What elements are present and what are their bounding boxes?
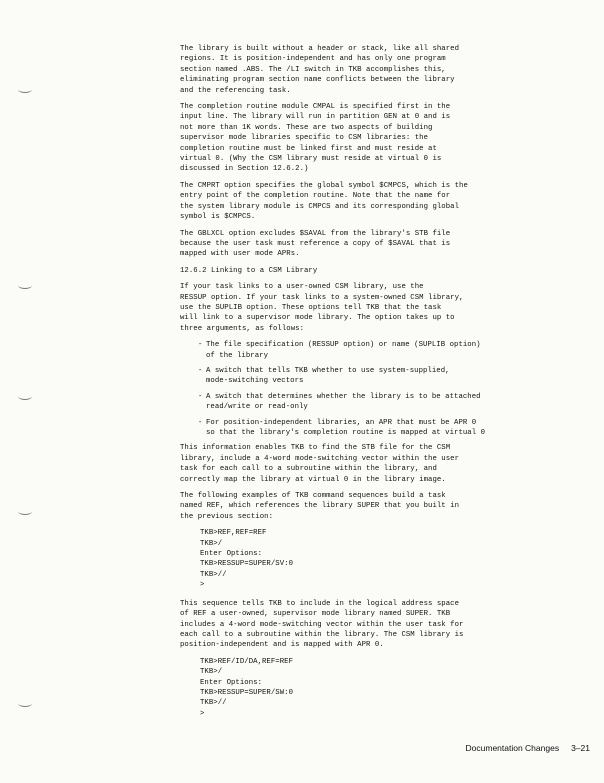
code-example-2: TKB>REF/ID/DA,REF=REF TKB>/ Enter Options: TKB>RESSUP=SUPER/SW:0 TKB>// > bbox=[200, 657, 294, 718]
paragraph-completion-routine: The completion routine module CMPAL is specified first in the input line. The library will run in partition GEN at 0 and is not more than 1K words. These are two aspects of building supervisor mode libraries specific to CSM libraries: the completion routine must be linked first and must reside at virtual 0. (Why the CSM library must reside at virtual 0 is discussed in Section 12.6.2.) bbox=[180, 103, 451, 174]
margin-mark bbox=[18, 393, 32, 400]
bullet-dash: - bbox=[198, 418, 203, 427]
paragraph-cmprt-option: The CMPRT option specifies the global symbol $CMPCS, which is the entry point of the completion routine. Note that the name for the system library module is CMPCS and its corresponding global symbol is $CMPCS. bbox=[180, 181, 468, 222]
list-item: - A switch that tells TKB whether to use system-supplied, mode-switching vectors bbox=[198, 366, 450, 386]
footer-title: Documentation Changes bbox=[465, 743, 560, 753]
list-item: - For position-independent libraries, an APR that must be APR 0 so that the library's completion routine is mapped at virtual 0 bbox=[198, 418, 486, 437]
bullet-dash: - bbox=[198, 366, 203, 375]
margin-mark bbox=[18, 282, 32, 289]
margin-mark bbox=[18, 508, 32, 515]
code-example-1: TKB>REF,REF=REF TKB>/ Enter Options: TKB>RESSUP=SUPER/SV:0 TKB>// > bbox=[200, 529, 294, 590]
paragraph-library-build: The library is built without a header or stack, like all shared regions. It is position-independent and has only one program section named .ABS. The /LI switch in TKB accomplishes this, eliminating program section name conflicts between the library and the referencing task. bbox=[180, 45, 460, 95]
section-heading: 12.6.2 Linking to a CSM Library bbox=[180, 266, 318, 275]
margin-mark bbox=[18, 86, 32, 93]
bullet-dash: - bbox=[198, 392, 203, 401]
page-footer bbox=[380, 743, 590, 753]
paragraph-linking-intro: If your task links to a user-owned CSM library, use the RESSUP option. If your task links to a system-owned CSM library, use the SUPLIB option. These options tell TKB that the task will link to a supervisor mode library. The option takes up to three arguments, as follows: bbox=[180, 283, 464, 333]
document-body bbox=[180, 44, 592, 727]
bullet-dash: - bbox=[198, 341, 203, 350]
list-item: - A switch that determines whether the library is to be attached read/write or read-only bbox=[198, 392, 481, 412]
paragraph-following-examples: The following examples of TKB command sequences build a task named REF, which references the library SUPER that you built in the previous section: bbox=[180, 492, 460, 521]
margin-mark bbox=[18, 700, 32, 707]
paragraph-gblxcl-option: The GBLXCL option excludes $SAVAL from the library's STB file because the user task must reference a copy of $SAVAL that is mapped with user mode APRs. bbox=[180, 229, 451, 259]
list-item: - The file specification (RESSUP option) or name (SUPLIB option) of the library bbox=[198, 341, 481, 360]
paragraph-information-enables: This information enables TKB to find the STB file for the CSM library, include a 4-word mode-switching vector within the user task for each call to a subroutine within the library, and correctly map the library at virtual 0 in the library image. bbox=[180, 444, 460, 484]
page-number: 3–21 bbox=[571, 743, 590, 753]
argument-list bbox=[180, 340, 592, 438]
paragraph-sequence-explanation: This sequence tells TKB to include in the logical address space of REF a user-owned, supervisor mode library named SUPER. TKB includes a 4-word mode-switching vector within the user task for each call to a subroutine within the library. The CSM library is position-independent and is mapped with APR 0. bbox=[180, 599, 464, 650]
